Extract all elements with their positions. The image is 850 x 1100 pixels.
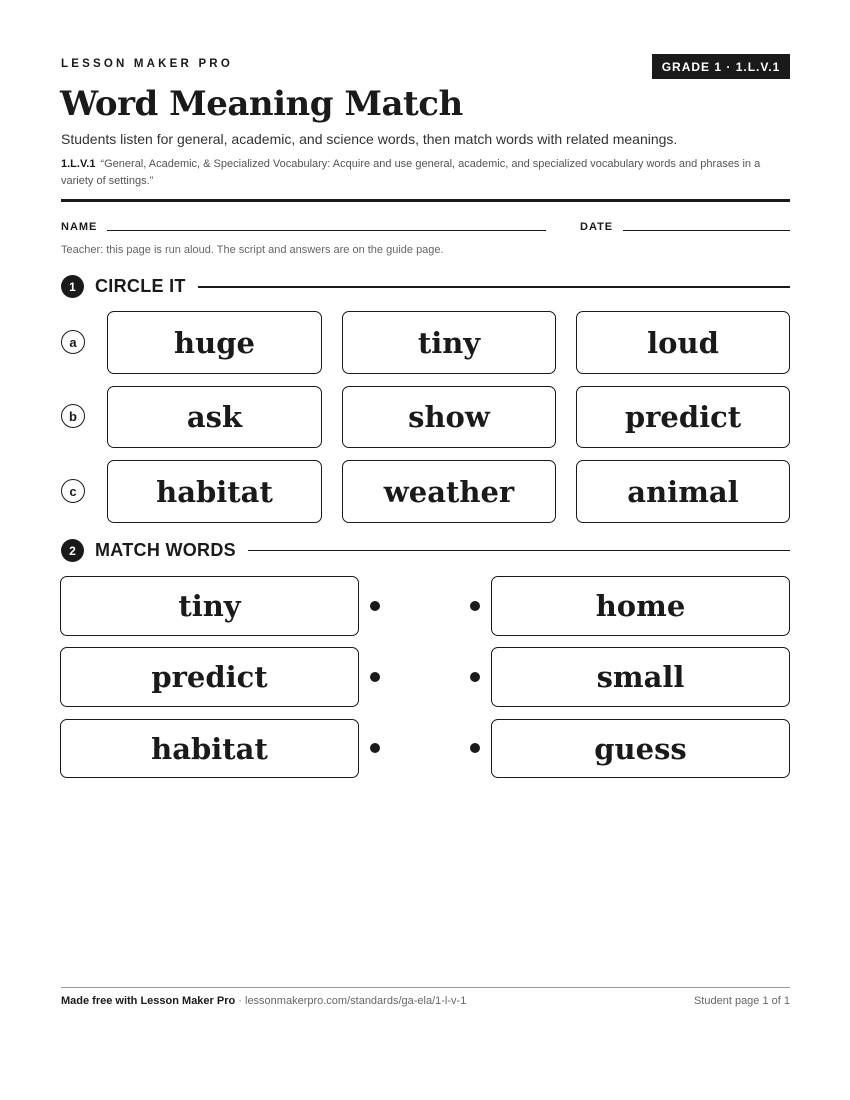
- footer-divider: [61, 987, 790, 988]
- circle-word[interactable]: habitat: [107, 460, 322, 523]
- circle-word[interactable]: ask: [107, 386, 322, 448]
- section-2-header: [61, 539, 790, 562]
- match-right-word: home: [491, 576, 790, 636]
- section-2-rule: [248, 550, 790, 551]
- match-left-word: habitat: [60, 719, 359, 778]
- section-1-rule: [198, 286, 790, 288]
- row-label-a: a: [61, 330, 85, 354]
- circle-word[interactable]: weather: [342, 460, 556, 523]
- circle-word[interactable]: huge: [107, 311, 322, 374]
- match-right-word: small: [491, 647, 790, 707]
- name-label: NAME: [61, 221, 98, 233]
- row-label-c: c: [61, 479, 85, 503]
- footer-url[interactable]: · lessonmakerpro.com/standards/ga-ela/1-l-v-1: [235, 995, 467, 1007]
- match-left-word: predict: [60, 647, 359, 707]
- circle-word[interactable]: tiny: [342, 311, 556, 374]
- page-title: Word Meaning Match: [60, 84, 463, 124]
- match-left-word: tiny: [60, 576, 359, 636]
- match-left-dot[interactable]: [370, 672, 380, 682]
- teacher-note: Teacher: this page is run aloud. The script and answers are on the guide page.: [61, 244, 444, 256]
- footer-made-by: Made free with Lesson Maker Pro: [61, 995, 236, 1007]
- match-left-dot[interactable]: [370, 743, 380, 753]
- standard-text: “General, Academic, & Specialized Vocabulary: Acquire and use general, academic, and specialized vocabulary words and phrases in a variety of settings.”: [61, 158, 761, 187]
- section-2-number: 2: [61, 539, 84, 562]
- page-subtitle: Students listen for general, academic, and science words, then match words with related meanings.: [61, 131, 678, 147]
- match-right-dot[interactable]: [470, 672, 480, 682]
- date-line[interactable]: [623, 230, 790, 231]
- row-label-b: b: [61, 404, 85, 428]
- section-2-title: MATCH WORDS: [95, 540, 236, 560]
- name-line[interactable]: [107, 230, 546, 231]
- match-left-dot[interactable]: [370, 601, 380, 611]
- circle-word[interactable]: loud: [576, 311, 790, 374]
- standard-description: [61, 156, 791, 190]
- footer-page-number: Student page 1 of 1: [693, 995, 790, 1007]
- standard-code: 1.L.V.1: [61, 158, 96, 170]
- section-1-header: [61, 275, 790, 298]
- section-1-title: CIRCLE IT: [95, 276, 186, 296]
- circle-word[interactable]: animal: [576, 460, 790, 523]
- grade-badge: GRADE 1 · 1.L.V.1: [652, 54, 790, 79]
- header-divider: [61, 199, 790, 202]
- brand-name: LESSON MAKER PRO: [61, 58, 233, 70]
- section-1-number: 1: [61, 275, 84, 298]
- match-right-dot[interactable]: [470, 743, 480, 753]
- circle-word[interactable]: show: [342, 386, 556, 448]
- date-label: DATE: [580, 221, 614, 233]
- circle-word[interactable]: predict: [576, 386, 790, 448]
- footer-credit: [61, 995, 466, 1007]
- match-right-dot[interactable]: [470, 601, 480, 611]
- match-right-word: guess: [491, 719, 790, 778]
